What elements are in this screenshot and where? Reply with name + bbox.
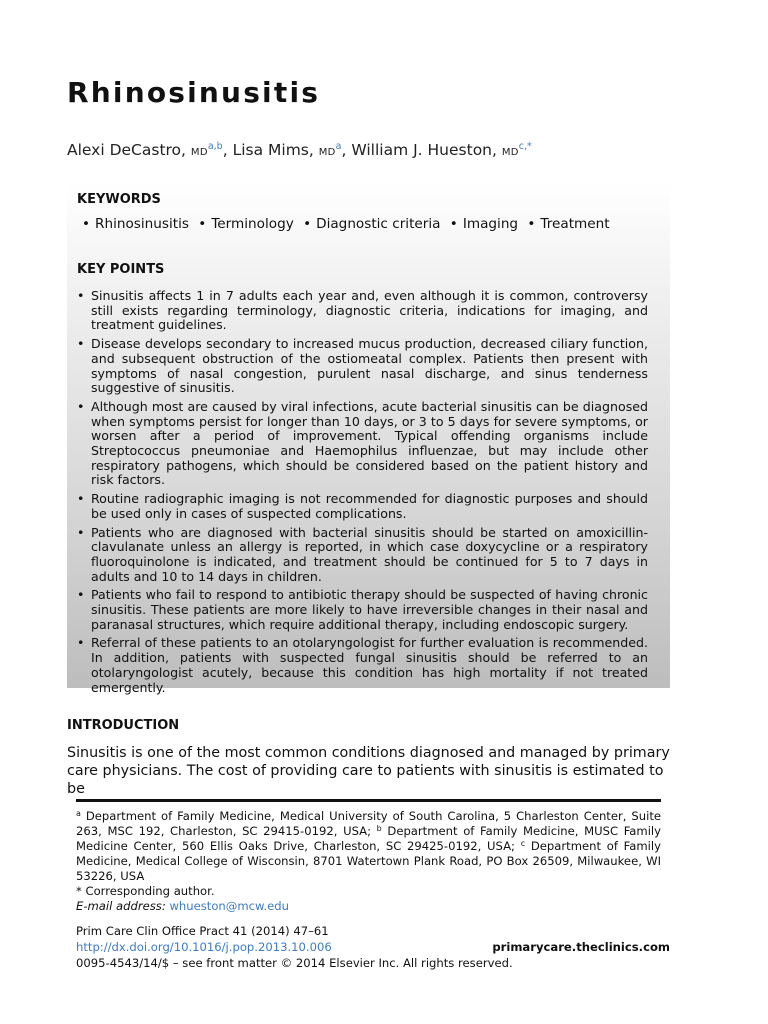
keyword: Treatment — [540, 216, 610, 232]
author-degree: MD — [318, 147, 336, 158]
key-point: • Referral of these patients to an otolaryngologist for further evaluation is recommended. In addition, patients with suspected fungal sinusitis should be referred to an otolaryngologist acutely, because this condition has high mortality if not treated emergently. — [77, 635, 648, 695]
key-points-list — [77, 289, 648, 699]
introduction-paragraph: Sinusitis is one of the most common conditions diagnosed and managed by primary care physicians. The cost of providing care to patients with sinusitis is estimated to be — [67, 745, 670, 797]
author-affil-mark[interactable]: a — [335, 141, 342, 152]
keyword: Terminology — [211, 216, 294, 232]
affiliation: Department of Family Medicine, Medical College of Wisconsin, 8701 Watertown Plank Road, PO Box 26509, Milwaukee, WI 53226, USA — [76, 839, 661, 883]
citation-block — [76, 923, 670, 971]
author-line: Alexi DeCastro, MD$^{a,b}$, Lisa Mims, $MD^a$, William J. Hueston, $MD^{c,*}$ — [67, 141, 532, 159]
key-point: • Routine radiographic imaging is not recommended for diagnostic purposes and should be used only in cases of suspected complications. — [77, 491, 648, 521]
introduction-heading: INTRODUCTION — [67, 718, 180, 733]
key-point: • Sinusitis affects 1 in 7 adults each year and, even although it is common, controversy still exists regarding terminology, diagnostic criteria, indications for imaging, and treatment guidelines. — [77, 288, 648, 333]
author-name: William J. Hueston — [351, 141, 492, 159]
corresponding-author-note: * Corresponding author. — [76, 884, 215, 898]
key-point: • Patients who fail to respond to antibiotic therapy should be suspected of having chronic sinusitis. These patients are more likely to have irreversible changes in their nasal and paranasal structures, which require additional therapy, including endoscopic surgery. — [77, 587, 648, 632]
keyword: Diagnostic criteria — [316, 216, 441, 232]
journal-citation: Prim Care Clin Office Pract 41 (2014) 47–61 — [76, 924, 329, 938]
keyword: Rhinosinusitis — [95, 216, 189, 232]
author-degree: MD — [501, 147, 519, 158]
key-point: • Patients who are diagnosed with bacterial sinusitis should be started on amoxicillin-clavulanate unless an allergy is reported, in which case doxycycline or a respiratory fluoroquinolone is indicated, and treatment should be continued for 5 to 7 days in adults and 10 to 14 days in children. — [77, 524, 648, 584]
journal-site: primarycare.theclinics.com — [492, 940, 670, 954]
key-points-heading: KEY POINTS — [77, 262, 165, 277]
keywords-list: • Rhinosinusitis • Terminology • Diagnostic criteria • Imaging • Treatment — [82, 216, 610, 232]
footnote-divider — [76, 799, 661, 802]
key-point: • Although most are caused by viral infections, acute bacterial sinusitis can be diagnosed when symptoms persist for longer than 10 days, or 3 to 5 days for severe symptoms, or worsen after a period of improvement. Typical offending organisms include Streptococcus pneumoniae and Haemophilus influenzae, but may include other respiratory pathogens, which should be considered based on the patient history and risk factors. — [77, 398, 648, 488]
affiliation: Department of Family Medicine, Medical University of South Carolina, 5 Charleston Center, Suite 263, MSC 192, Charleston, SC 29415-0192, USA; — [76, 809, 661, 838]
author-affil-mark[interactable]: c,* — [518, 141, 532, 152]
email-link[interactable]: whueston@mcw.edu — [169, 899, 289, 913]
article-title: Rhinosinusitis — [67, 76, 321, 109]
footnotes — [76, 809, 661, 914]
author-name: Lisa Mims — [232, 141, 309, 159]
affiliation: Department of Family Medicine, MUSC Family Medicine Center, 560 Ellis Oaks Drive, Charleston, SC 29425-0192, USA; — [76, 824, 662, 853]
email-line: E-mail address: whueston@mcw.edu — [76, 899, 289, 913]
keywords-heading: KEYWORDS — [77, 192, 161, 207]
author-affil-mark[interactable]: a,b — [207, 141, 223, 152]
author-degree: MD — [190, 147, 208, 158]
author-name: Alexi DeCastro — [67, 141, 182, 159]
copyright-line: 0095-4543/14/$ – see front matter © 2014 Elsevier Inc. All rights reserved. — [76, 956, 513, 970]
affiliations: $^a$ Department of Family Medicine, Medical University of South Carolina, 5 Charleston Center, Suite 263, MSC 192, Charleston, SC 29415-0192, USA; $^b$ Department of Family Medicine, MUSC Family Medicine Center, 560 Ellis Oaks Drive, Charleston, SC 29425-0192, USA; $^c$ Department of Family Medicine, Medical College of Wisconsin, 8701 Watertown Plank Road, PO Box 26509, Milwaukee, WI 53226, USA — [76, 809, 662, 883]
abstract-box — [67, 183, 670, 695]
key-point: • Disease develops secondary to increased mucus production, decreased ciliary function, and subsequent obstruction of the ostiomeatal complex. Patients then present with symptoms of nasal congestion, purulent nasal discharge, and sinus tenderness suggestive of sinusitis. — [77, 336, 648, 396]
keyword: Imaging — [462, 216, 519, 232]
doi-link[interactable]: http://dx.doi.org/10.1016/j.pop.2013.10.006 — [76, 940, 332, 954]
